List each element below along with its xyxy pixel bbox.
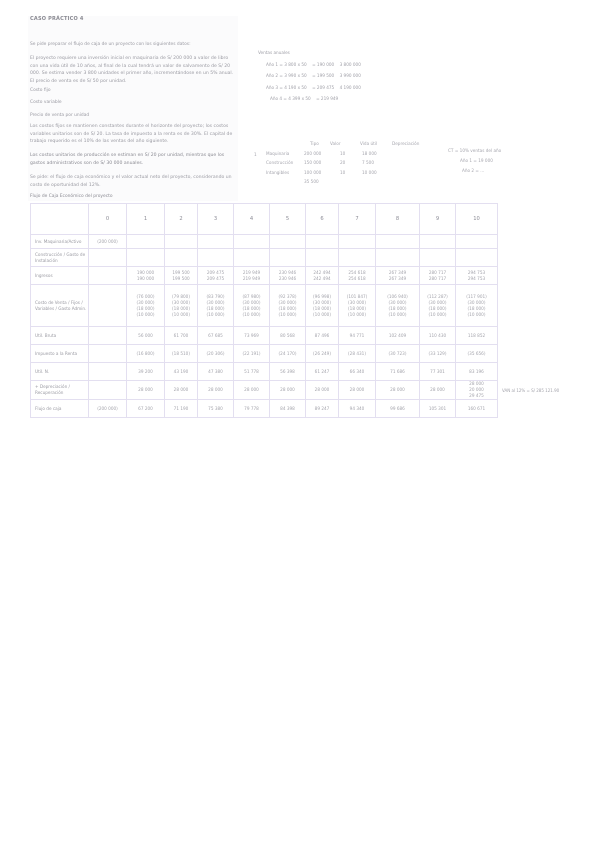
calc-row-eq: = 190 000 [312,62,335,67]
item-a: Costo fijo [30,88,51,93]
calc-header: Ventas anuales [258,50,290,55]
table-row [31,327,570,345]
empty-cell [498,249,570,267]
table-row [31,285,570,327]
table-row [31,267,570,285]
table-cell: (24 170) [270,345,306,363]
side-note-3: Año 2 = ... [462,168,485,173]
calc-row-eq: = 219 949 [316,96,339,101]
paragraph-request: Se pide: el flujo de caja económico y el valor actual neto del proyecto, considerando un costo de oportunidad del 12%. [30,175,232,188]
cash-flow-table [30,203,570,418]
table-cell: (20 306) [198,345,234,363]
table-cell: 28 000 [306,381,339,400]
mini-total: 35 500 [304,179,319,184]
year-header: 2 [165,204,198,235]
mini-row-2-life: 20 [340,160,346,165]
table-cell: 56 398 [270,363,306,381]
table-cell: 209 475 209 475 [198,267,234,285]
mini-th-vida: Vida útil [360,141,378,146]
calc-row-eq: = 209 475 [312,85,335,90]
table-cell: 28 000 [127,381,165,400]
table-cell [306,249,339,267]
table-cell: (18 510) [165,345,198,363]
mini-row-1-value: 200 000 [304,151,322,156]
year-header: 8 [376,204,420,235]
row-label: Ingresos [31,267,89,285]
document-title: CASO PRÁCTICO 4 [30,16,84,22]
table-cell: (106 940) (30 000) (18 000) (10 000) [376,285,420,327]
table-cell: (30 723) [376,345,420,363]
table-row [31,235,570,249]
table-cell: (200 000) [89,400,127,418]
table-cell: (16 800) [127,345,165,363]
calc-row-val: 3 990 000 [339,73,361,78]
table-cell: 28 000 [234,381,270,400]
table-cell: (101 847) (30 000) (18 000) (10 000) [339,285,376,327]
table-cell: 190 000 190 000 [127,267,165,285]
intro-text: Se pide preparar el flujo de caja de un proyecto con los siguientes datos: [30,42,191,47]
item-b: Costo variable [30,100,62,105]
table-cell [89,345,127,363]
table-cell: (92 378) (30 000) (18 000) (10 000) [270,285,306,327]
mini-th-valor: Valor [330,141,341,146]
table-cell [270,249,306,267]
side-note-1: CT = 10% ventas del año [448,148,502,153]
calc-row-eq: = 199 500 [312,73,335,78]
table-cell [339,249,376,267]
table-cell [165,249,198,267]
table-cell: (22 191) [234,345,270,363]
empty-cell [498,235,570,249]
table-cell: 230 946 230 946 [270,267,306,285]
table-row [31,345,570,363]
table-cell: 56 000 [127,327,165,345]
table-cell: 28 000 [165,381,198,400]
table-cell [234,235,270,249]
table-cell [420,249,456,267]
table-cell: 51 778 [234,363,270,381]
mini-row-2-dep: 7 500 [362,160,374,165]
table-cell: 43 190 [165,363,198,381]
table-cell: 71 686 [376,363,420,381]
table-cell: 28 000 [339,381,376,400]
table-row [31,381,570,400]
table-cell: 89 247 [306,400,339,418]
calc-row-label: Año 3 = 4 190 x 50 [266,85,307,90]
table-cell [198,235,234,249]
row-label: Inv. Maquinaria/Activo [31,235,89,249]
paragraph-production: Los costos unitarios de producción se estiman en S/ 20 por unidad, mientras que los gastos administrativos son de S/ 30 000 anuales. [30,153,225,166]
table-cell: 294 753 294 753 [456,267,498,285]
table-cell: 267 349 267 349 [376,267,420,285]
year-header: 5 [270,204,306,235]
empty-cell [498,345,570,363]
empty-cell [498,285,570,327]
table-cell [127,249,165,267]
mini-index: 1 [254,152,257,157]
table-cell: (200 000) [89,235,127,249]
table-cell: 110 430 [420,327,456,345]
table-cell: 28 000 20 000 29 475 [456,381,498,400]
empty-cell [498,327,570,345]
year-header: 6 [306,204,339,235]
calc-row-val: 4 190 000 [339,85,361,90]
calc-row-2 [266,73,361,78]
row-label: Flujo de caja [31,400,89,418]
table-cell: 75 380 [198,400,234,418]
table-cell: (33 129) [420,345,456,363]
calc-row-3 [266,85,361,90]
table-cell: 28 000 [198,381,234,400]
flow-caption: Flujo de Caja Económico del proyecto [30,194,113,199]
table-cell: (83 790) (30 000) (18 000) (10 000) [198,285,234,327]
table-cell: 105 301 [420,400,456,418]
table-cell: 67 685 [198,327,234,345]
mini-row-1-life: 10 [340,151,346,156]
mini-row-3-dep: 10 000 [362,170,377,175]
calc-row-label: Año 2 = 3 990 x 50 [266,73,307,78]
table-cell: 83 196 [456,363,498,381]
table-row [31,363,570,381]
table-cell: 280 717 280 717 [420,267,456,285]
table-cell: (117 901) (30 000) (18 000) (10 000) [456,285,498,327]
mini-th-dep: Depreciación [392,141,420,146]
table-cell: (35 656) [456,345,498,363]
mini-th-tipo: Tipo [310,141,319,146]
mini-row-2-name: Construcción [266,160,294,165]
table-cell: 77 301 [420,363,456,381]
table-cell [89,285,127,327]
mini-row-3-value: 100 000 [304,170,322,175]
empty-cell [498,267,570,285]
table-cell: 28 000 [420,381,456,400]
table-cell: (87 980) (30 000) (18 000) (10 000) [234,285,270,327]
table-cell: (76 000) (30 000) (18 000) (10 000) [127,285,165,327]
table-cell [89,267,127,285]
mini-row-1-dep: 18 000 [362,151,377,156]
table-cell: 28 000 [270,381,306,400]
table-row [31,400,570,418]
table-cell: (28 431) [339,345,376,363]
table-cell: 61 247 [306,363,339,381]
calc-row-label: Año 1 = 3 800 x 50 [266,62,307,67]
row-label: Impuesto a la Renta [31,345,89,363]
table-cell [89,363,127,381]
paragraph-investment: El proyecto requiere una inversión inicial en maquinaria de S/ 200 000 a valor de libro con una vida útil de 10 años, al final de la cual tendrá un valor de salvamento de S/ 20 000. Se estima vender 3 800 unidades el primer año, incrementándose en un 5% anual. El precio de venta es de S/ 50 por unidad. [30,56,234,84]
table-cell: (112 287) (30 000) (18 000) (10 000) [420,285,456,327]
calc-row-4 [270,96,338,101]
header-blank [31,204,89,235]
mini-row-1-name: Maquinaria [266,151,290,156]
table-cell: 84 398 [270,400,306,418]
table-cell [89,381,127,400]
van-note: VAN al 12% = S/ 285 121.90 [502,387,560,393]
table-cell: 99 686 [376,400,420,418]
table-cell: (96 998) (30 000) (18 000) (10 000) [306,285,339,327]
table-cell [420,235,456,249]
year-header: 9 [420,204,456,235]
table-row [31,249,570,267]
table-cell: 118 852 [456,327,498,345]
table-cell [456,249,498,267]
table-cell: 94 771 [339,327,376,345]
table-cell: 73 969 [234,327,270,345]
mini-row-3-life: 10 [340,170,346,175]
row-label: Util. N. [31,363,89,381]
table-cell: 199 500 199 500 [165,267,198,285]
table-cell: 87 496 [306,327,339,345]
table-cell [456,235,498,249]
table-cell: 94 340 [339,400,376,418]
table-cell: (79 800) (30 000) (18 000) (10 000) [165,285,198,327]
row-label: Construcción / Gasto de Instalación [31,249,89,267]
table-cell: 102 409 [376,327,420,345]
table-cell [376,249,420,267]
table-cell: 242 494 242 494 [306,267,339,285]
year-header: 10 [456,204,498,235]
table-cell: 160 671 [456,400,498,418]
table-cell [165,235,198,249]
row-label: Costo de Venta / Fijos / Variables / Gasto Admin. [31,285,89,327]
year-header: 1 [127,204,165,235]
table-cell: 28 000 [376,381,420,400]
table-cell: 254 618 254 618 [339,267,376,285]
table-cell: 79 778 [234,400,270,418]
item-c: Precio de venta por unidad [30,113,90,118]
table-cell [89,327,127,345]
table-cell: 47 380 [198,363,234,381]
table-cell [198,249,234,267]
mini-row-2-value: 150 000 [304,160,322,165]
table-cell: 66 340 [339,363,376,381]
calc-row-1 [266,62,361,67]
mini-row-3-name: Intangibles [266,170,290,175]
table-cell: 71 190 [165,400,198,418]
row-label: Util. Bruta [31,327,89,345]
table-cell [270,235,306,249]
year-header: 7 [339,204,376,235]
table-cell: 39 200 [127,363,165,381]
empty-cell [498,363,570,381]
side-note-2: Año 1 = 19 000 [460,158,493,163]
paragraph-costs: Los costos fijos se mantienen constantes durante el horizonte del proyecto; los costos variables unitarios son de S/ 20. La tasa de impuesto a la renta es de 30%. El capital de trabajo requerido es el 10% de las ventas del año siguiente. [30,124,233,145]
table-cell [234,249,270,267]
table-cell: 67 200 [127,400,165,418]
year-header: 4 [234,204,270,235]
year-header: 0 [89,204,127,235]
header-extra [498,204,570,235]
table-cell [89,249,127,267]
table-cell: (26 249) [306,345,339,363]
empty-cell [498,400,570,418]
table-cell [127,235,165,249]
row-label: + Depreciación / Recuperación [31,381,89,400]
table-cell [339,235,376,249]
year-header: 3 [198,204,234,235]
calc-row-label: Año 4 = 4 399 x 50 [270,96,311,101]
table-cell [376,235,420,249]
calc-row-val: 3 800 000 [339,62,361,67]
table-header-row [31,204,570,235]
table-cell [306,235,339,249]
table-cell: 219 949 219 949 [234,267,270,285]
table-cell: 80 568 [270,327,306,345]
table-cell: 61 700 [165,327,198,345]
